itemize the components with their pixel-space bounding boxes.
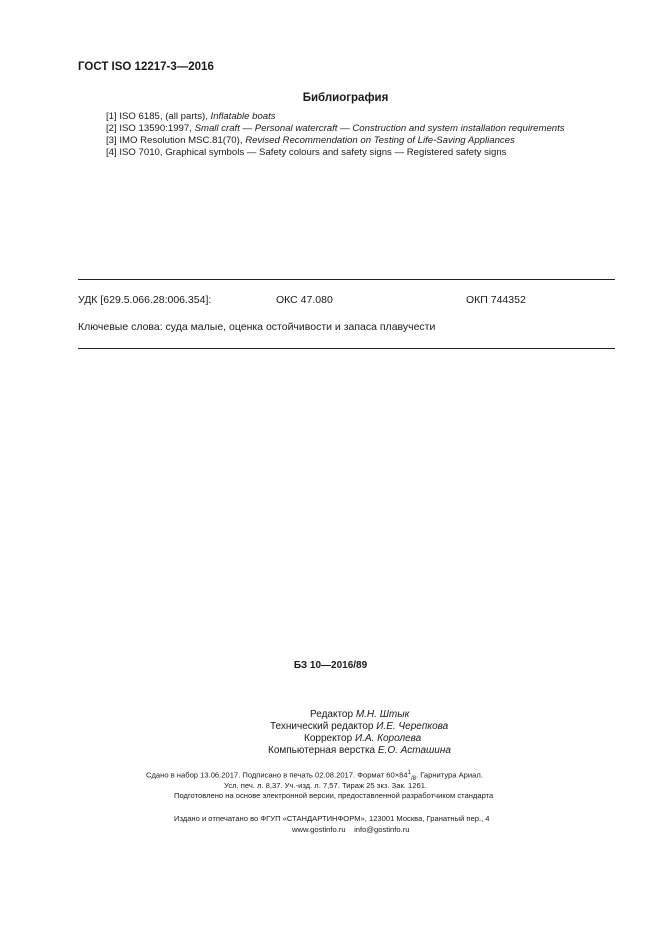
- bibliography-ref: [106, 111, 276, 122]
- credit-proofreader: [304, 733, 421, 744]
- standard-designation: ГОСТ ISO 12217-3—2016: [78, 61, 214, 73]
- imprint-publisher: Издано и отпечатано во ФГУП «СТАНДАРТИНФОРМ», 123001 Москва, Гранатный пер., 4: [174, 814, 490, 823]
- credit-role: Технический редактор: [270, 721, 374, 732]
- credit-editor: [310, 709, 409, 720]
- credit-role: Корректор: [304, 733, 353, 744]
- okp-code: ОКП 744352: [466, 294, 526, 306]
- imprint-line-3: Подготовлено на основе электронной версии, предоставленной разработчиком стандарта: [174, 791, 494, 800]
- divider-top: [78, 279, 615, 280]
- format-subscript: /8: [410, 776, 416, 783]
- format-superscript: 1: [407, 770, 411, 776]
- credit-tech-editor: [270, 721, 448, 732]
- ref-plain: ISO 13590:1997,: [119, 123, 192, 134]
- keywords: Ключевые слова: суда малые, оценка остойчивости и запаса плавучести: [78, 321, 436, 333]
- email-link[interactable]: info@gostinfo.ru: [354, 825, 410, 834]
- bibliography-title: Библиография: [302, 92, 389, 104]
- credit-role: Редактор: [310, 709, 354, 720]
- ref-italic-title: Small craft — Personal watercraft — Construction and system installation requirements: [194, 123, 565, 134]
- imprint-contacts: [292, 825, 409, 834]
- credit-person: М.Н. Штык: [355, 709, 410, 720]
- bz-number: БЗ 10—2016/89: [293, 660, 368, 671]
- credit-role: Компьютерная верстка: [268, 745, 376, 756]
- bibliography-ref: [106, 135, 515, 146]
- credit-person: И.Е. Черепкова: [376, 721, 449, 732]
- bibliography-ref: [106, 147, 506, 158]
- ref-italic-title: Inflatable boats: [210, 111, 276, 122]
- imprint-line-2: Усл. печ. л. 8,37. Уч.-изд. л. 7,57. Тираж 25 экз. Зак. 1261.: [224, 781, 428, 790]
- divider-bottom: [78, 348, 615, 349]
- ref-plain: ISO 6185, (all parts),: [119, 111, 208, 122]
- ref-number: [1]: [106, 111, 117, 122]
- ref-plain: ISO 7010, Graphical symbols — Safety colours and safety signs — Registered safety signs: [119, 147, 507, 158]
- ref-number: [2]: [106, 123, 117, 134]
- ref-number: [4]: [106, 147, 117, 158]
- website-link[interactable]: www.gostinfo.ru: [292, 825, 346, 834]
- udk-code: УДК [629.5.066.28:006.354]:: [78, 294, 212, 306]
- ref-number: [3]: [106, 135, 117, 146]
- credit-layout: [268, 745, 451, 756]
- credit-person: И.А. Королева: [354, 733, 422, 744]
- bibliography-ref: [106, 123, 565, 134]
- credit-person: Е.О. Асташина: [377, 745, 451, 756]
- ref-italic-title: Revised Recommendation on Testing of Life-Saving Appliances: [245, 135, 515, 146]
- imprint-dates-format: Сдано в набор 13.06.2017. Подписано в печать 02.08.2017. Формат 60×84: [146, 770, 408, 780]
- oks-code: ОКС 47.080: [276, 294, 333, 306]
- ref-plain: IMO Resolution MSC.81(70),: [119, 135, 243, 146]
- imprint-typeface: . Гарнитура Ариал.: [415, 770, 483, 780]
